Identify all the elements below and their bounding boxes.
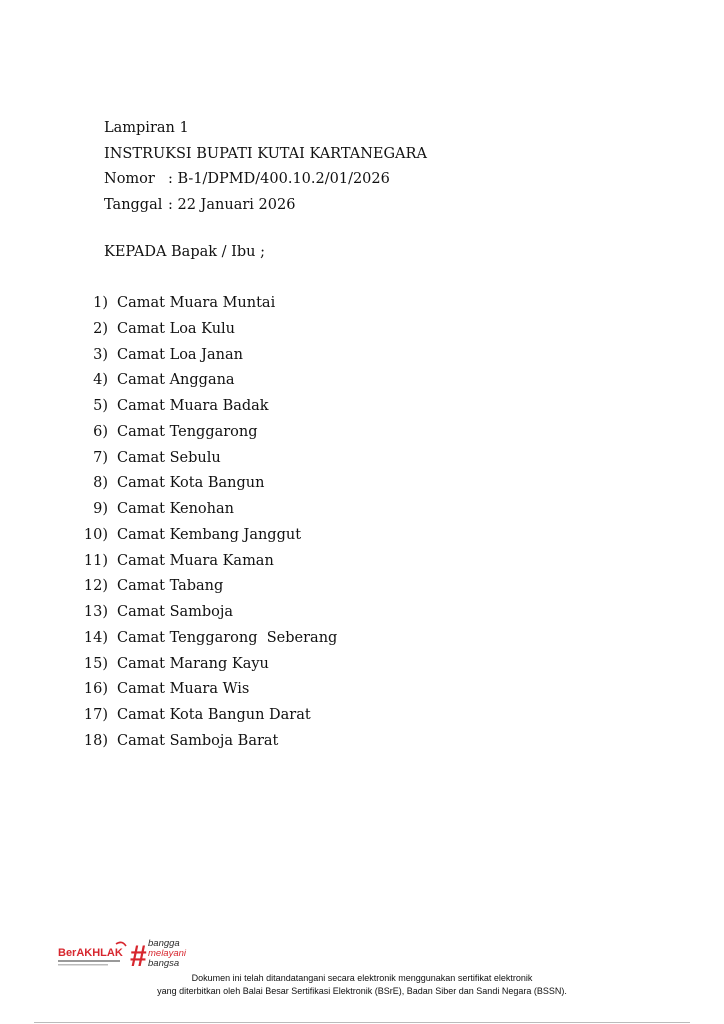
list-item-number: 9) bbox=[93, 501, 108, 517]
nomor-value: : B-1/DPMD/400.10.2/01/2026 bbox=[168, 171, 390, 187]
list-item bbox=[70, 550, 337, 576]
hashtag-icon: # bbox=[130, 940, 147, 973]
footer-line-2: yang diterbitkan oleh Balai Besar Sertifikasi Elektronik (BSrE), Badan Siber dan Sandi Negara (BSSN). bbox=[157, 985, 567, 996]
list-item-number: 18) bbox=[83, 732, 108, 749]
list-item-number: 3) bbox=[93, 346, 108, 363]
list-item-name: Camat Kota Bangun bbox=[117, 475, 265, 492]
list-item bbox=[70, 601, 337, 627]
list-item-name: Camat Muara Wis bbox=[117, 681, 250, 698]
nomor-label: Nomor bbox=[104, 171, 155, 187]
list-item bbox=[70, 344, 337, 370]
list-item-name: Camat Muara Badak bbox=[117, 398, 269, 414]
list-item-name: Camat Kota Bangun Darat bbox=[117, 707, 311, 723]
list-item-number: 17) bbox=[83, 707, 108, 723]
list-item bbox=[70, 627, 337, 653]
list-item bbox=[70, 395, 337, 421]
list-item bbox=[70, 447, 337, 473]
list-item bbox=[70, 653, 337, 679]
list-item-number: 7) bbox=[93, 449, 108, 466]
list-item-number: 8) bbox=[93, 475, 108, 492]
list-item-number: 10) bbox=[83, 526, 108, 543]
bangsa-text: bangsa bbox=[148, 958, 180, 969]
list-item-number: 1) bbox=[93, 295, 108, 311]
list-item bbox=[70, 730, 337, 756]
footer-logos bbox=[56, 934, 256, 974]
list-item-name: Camat Samboja Barat bbox=[117, 732, 279, 749]
berakhlak-logo bbox=[58, 942, 126, 965]
recipient-list bbox=[70, 292, 337, 756]
list-item bbox=[70, 575, 337, 601]
list-item-name: Camat Samboja bbox=[117, 604, 234, 620]
list-item-name: Camat Marang Kayu bbox=[117, 655, 269, 672]
lampiran-label: Lampiran 1 bbox=[104, 120, 189, 136]
tanggal-row bbox=[104, 193, 427, 219]
footer-line-1: Dokumen ini telah ditandatangani secara elektronik menggunakan sertifikat elektronik bbox=[191, 973, 533, 983]
list-item-name: Camat Muara Muntai bbox=[117, 295, 276, 311]
list-item-number: 11) bbox=[83, 552, 108, 569]
list-item bbox=[70, 421, 337, 447]
list-item-number: 4) bbox=[93, 372, 108, 389]
list-item-name: Camat Tabang bbox=[117, 578, 224, 595]
list-item-name: Camat Tenggarong bbox=[117, 423, 258, 440]
list-item-name: Camat Sebulu bbox=[117, 449, 221, 466]
list-item-number: 13) bbox=[83, 604, 108, 620]
document-header bbox=[104, 116, 427, 218]
melayani-text: melayani bbox=[148, 948, 187, 959]
e-signature-note bbox=[100, 972, 624, 997]
list-item-number: 12) bbox=[83, 578, 108, 595]
bangga-text: bangga bbox=[148, 938, 180, 949]
kepada-line: KEPADA Bapak / Ibu ; bbox=[104, 244, 265, 260]
list-item-name: Camat Kenohan bbox=[117, 501, 234, 517]
list-item-name: Camat Loa Janan bbox=[117, 346, 243, 363]
list-item bbox=[70, 704, 337, 730]
list-item-number: 5) bbox=[93, 398, 108, 414]
list-item-name: Camat Tenggarong Seberang bbox=[117, 629, 338, 646]
list-item bbox=[70, 369, 337, 395]
list-item bbox=[70, 292, 337, 318]
footer-divider bbox=[34, 1022, 690, 1023]
list-item bbox=[70, 498, 337, 524]
berakhlak-swoosh-icon bbox=[116, 942, 126, 946]
list-item-name: Camat Loa Kulu bbox=[117, 320, 236, 337]
list-item bbox=[70, 318, 337, 344]
list-item bbox=[70, 472, 337, 498]
tanggal-value: : 22 Januari 2026 bbox=[168, 196, 296, 213]
list-item-number: 2) bbox=[93, 320, 108, 337]
berakhlak-tagline-bar-2 bbox=[58, 964, 108, 966]
list-item-name: Camat Anggana bbox=[117, 372, 235, 389]
list-item-number: 16) bbox=[83, 681, 108, 698]
list-item-name: Camat Muara Kaman bbox=[117, 552, 274, 569]
tanggal-label: Tanggal bbox=[104, 196, 163, 213]
berakhlak-wordmark: BerAKHLAK bbox=[58, 947, 123, 959]
berakhlak-tagline-bar bbox=[58, 960, 120, 962]
bangga-melayani-bangsa-logo bbox=[130, 938, 187, 973]
list-item bbox=[70, 678, 337, 704]
nomor-row bbox=[104, 167, 427, 193]
list-item-number: 6) bbox=[93, 423, 108, 440]
list-item bbox=[70, 524, 337, 550]
list-item-name: Camat Kembang Janggut bbox=[117, 526, 302, 543]
list-item-number: 14) bbox=[83, 629, 108, 646]
list-item-number: 15) bbox=[83, 655, 108, 672]
instruksi-title: INSTRUKSI BUPATI KUTAI KARTANEGARA bbox=[104, 145, 427, 162]
